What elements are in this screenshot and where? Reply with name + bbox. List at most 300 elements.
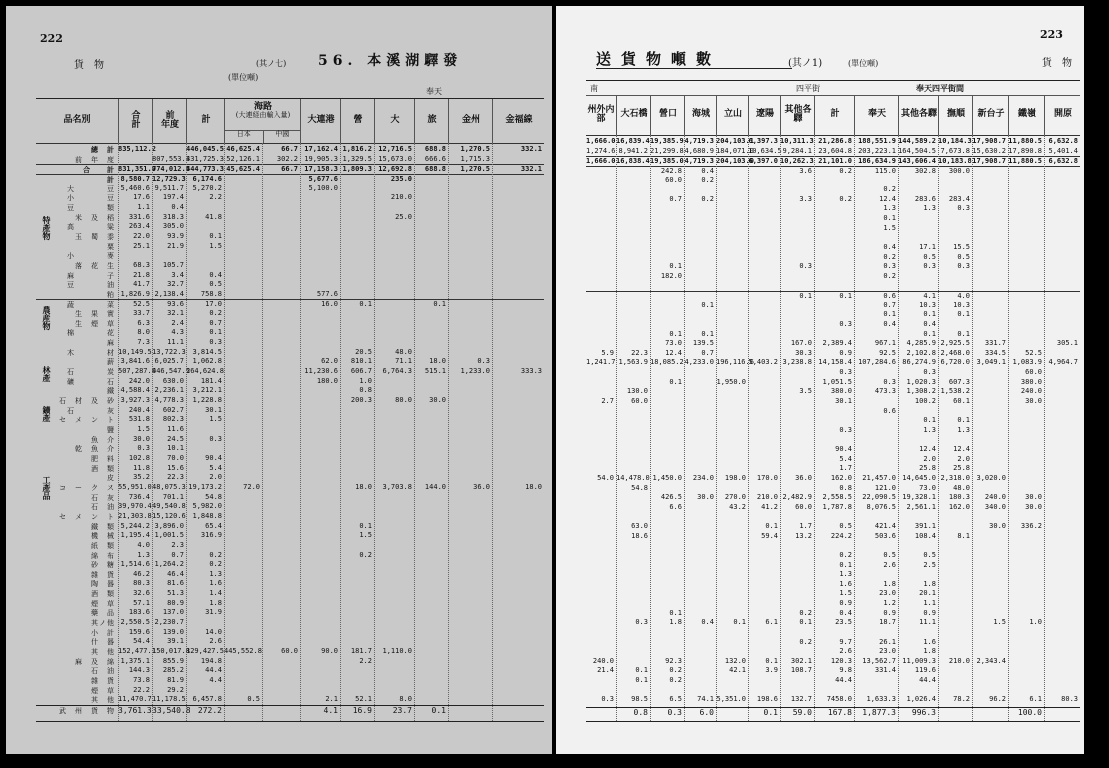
table-cell: 164,504.5 [898, 146, 936, 155]
table-cell: 2,236.1 [154, 386, 184, 395]
left-table-footer: 武 州 貨 物 3,761.3 33,540.8 272.2 4.1 16.9 23.7 0.1 [36, 705, 544, 719]
table-row [36, 570, 544, 580]
table-row [586, 599, 1080, 609]
table-row [586, 484, 1080, 494]
table-cell: 2.7 [601, 396, 614, 405]
table-cell: 0.1 [957, 329, 970, 338]
table-cell: 11.1 [919, 618, 936, 627]
row-label: セ メ ン ト [59, 416, 115, 425]
page-number-right: 223 [1040, 28, 1063, 41]
table-cell: 4.0 [957, 292, 970, 301]
table-cell: 1,816.2 [342, 145, 372, 153]
table-cell: 92.5 [879, 348, 896, 357]
table-cell: 3.9 [765, 666, 778, 675]
table-cell: 23.7 [392, 706, 412, 715]
table-cell: 0.1 [923, 416, 936, 425]
table-cell: 33.7 [133, 309, 150, 318]
table-cell: 305.1 [1056, 339, 1078, 348]
table-cell: 4,233.0 [684, 358, 714, 367]
table-cell: 967.1 [874, 339, 896, 348]
col-head-jinfu: 金福線 [492, 99, 545, 143]
table-cell: 0.3 [839, 368, 852, 377]
table-cell: 12.4 [919, 445, 936, 454]
table-cell: 6.3 [137, 318, 150, 327]
table-cell: 2.0 [209, 473, 222, 482]
table-cell: 1,270.5 [460, 145, 490, 153]
table-cell: 132.7 [790, 695, 812, 704]
table-cell: 162.0 [830, 473, 852, 482]
left-table [36, 98, 544, 722]
col-head-sea-route: 海路 (大連経由輸入量) 日本 中國 [224, 99, 301, 143]
table-cell: 7.3 [137, 338, 150, 347]
table-cell: 4,719.3 [684, 137, 714, 145]
table-cell: 0.5 [247, 695, 260, 704]
right-region-bar [586, 81, 1080, 96]
table-cell: 5,351.0 [716, 695, 746, 704]
table-cell: 1.5 [137, 425, 150, 433]
table-cell: 44.4 [205, 666, 222, 675]
table-row [586, 253, 1080, 263]
table-cell: 52.5 [133, 300, 150, 309]
row-label: 酒 類 [91, 464, 115, 473]
table-cell: 11,470.7 [118, 695, 152, 704]
table-cell: 242.0 [128, 376, 150, 385]
table-cell: 0.2 [209, 309, 222, 318]
table-cell: 0.3 [957, 262, 970, 271]
table-title [318, 50, 462, 70]
table-cell: 21,299.8 [650, 146, 684, 155]
table-cell: 3,020.0 [976, 473, 1006, 482]
table-cell: 331.4 [874, 666, 896, 675]
table-cell: 242.8 [660, 166, 682, 175]
table-cell: 17.1 [919, 242, 936, 251]
table-cell: 74.1 [697, 695, 714, 704]
table-row [586, 676, 1080, 686]
table-cell: 170.0 [756, 473, 778, 482]
table-cell: 59.4 [761, 531, 778, 540]
table-cell: 42.1 [729, 666, 746, 675]
table-cell: 1,195.4 [120, 531, 150, 540]
column-rule [854, 135, 855, 721]
column-rule [898, 135, 899, 721]
table-row [36, 386, 544, 396]
table-cell: 302.8 [914, 166, 936, 175]
table-row [586, 185, 1080, 195]
table-cell: 0.7 [669, 194, 682, 203]
table-row [586, 435, 1080, 445]
table-row [36, 232, 544, 242]
table-cell: 32.6 [133, 589, 150, 598]
table-cell: 10,184.3 [938, 137, 972, 145]
table-cell: 1.3 [839, 570, 852, 579]
table-cell: 1,848.8 [192, 511, 222, 520]
table-cell: 3,212.1 [192, 386, 222, 395]
column-rule [748, 135, 749, 721]
table-row [36, 483, 544, 493]
row-label: 高 粱 [67, 223, 115, 232]
table-cell: 12,716.5 [378, 145, 412, 153]
table-cell: 21.9 [167, 241, 184, 250]
row-label: 什 器 [91, 638, 115, 647]
row-label: 煙 草 [91, 599, 115, 608]
table-cell: 0.1 [733, 618, 746, 627]
table-cell: 1.5 [883, 223, 896, 232]
table-cell: 2.2 [359, 656, 372, 665]
table-cell: 2,389.4 [822, 339, 852, 348]
table-cell: 1,233.0 [460, 367, 490, 376]
table-cell: 80.0 [395, 396, 412, 405]
table-cell: 1.6 [923, 637, 936, 646]
table-cell: 48.0 [395, 347, 412, 356]
table-cell: 18.0 [429, 357, 446, 366]
row-label: 藥 品 [91, 609, 115, 618]
table-cell: 1.8 [923, 647, 936, 656]
table-cell: 9,511.7 [154, 183, 184, 192]
table-cell: 16,838.4 [616, 157, 650, 166]
table-row [586, 243, 1080, 253]
table-cell: 1,274.6 [586, 146, 616, 155]
table-row [586, 503, 1080, 513]
column-rule [492, 143, 493, 721]
table-row [586, 609, 1080, 619]
table-cell: 1.5 [209, 415, 222, 424]
table-cell: 1.6 [209, 579, 222, 588]
column-rule [300, 143, 301, 721]
table-cell: 107,284.6 [858, 358, 896, 367]
table-cell: 1.0 [1029, 618, 1042, 627]
table-cell: 54.4 [133, 637, 150, 646]
table-cell: 162.0 [948, 502, 970, 511]
column-rule [1008, 135, 1009, 721]
table-cell: 270.0 [724, 493, 746, 502]
table-row [36, 531, 544, 541]
table-cell: 19,328.1 [902, 493, 936, 502]
table-row [36, 444, 544, 454]
table-cell: 25.8 [919, 464, 936, 473]
table-cell: 426.5 [660, 493, 682, 502]
table-cell: 316.9 [200, 531, 222, 540]
table-cell: 18.0 [355, 482, 372, 491]
table-cell: 4,719.3 [684, 157, 714, 166]
table-row [36, 261, 544, 271]
table-cell: 10.1 [167, 444, 184, 453]
col-head-dalian: 大連港 [300, 99, 341, 143]
table-cell: 1.0 [359, 376, 372, 385]
table-cell: 0.2 [209, 560, 222, 569]
table-cell: 167.8 [827, 708, 852, 717]
table-row [36, 290, 544, 300]
table-cell: 8,580.7 [120, 174, 150, 183]
table-cell: 0.1 [433, 300, 446, 309]
table-row [586, 512, 1080, 522]
table-row [36, 676, 544, 686]
table-cell: 57.1 [133, 598, 150, 607]
table-cell: 71.1 [395, 357, 412, 366]
table-row [36, 222, 544, 232]
table-cell: 21,101.0 [818, 157, 852, 166]
table-row [36, 396, 544, 406]
table-cell: 0.7 [701, 348, 714, 357]
table-cell: 4.3 [171, 328, 184, 337]
table-row [36, 579, 544, 589]
column-rule [684, 135, 685, 721]
table-cell: 4,285.9 [906, 339, 936, 348]
table-cell: 11.8 [133, 463, 150, 472]
table-cell: 2,925.5 [940, 339, 970, 348]
row-label: 大 豆 [67, 184, 115, 193]
table-row [586, 176, 1080, 186]
table-cell: 9,284.1 [782, 146, 812, 155]
title-underline [596, 68, 792, 69]
table-cell: 831,351.0 [118, 165, 156, 174]
table-cell: 4.4 [209, 676, 222, 685]
table-cell: 240.4 [128, 405, 150, 414]
table-row [36, 473, 544, 483]
table-cell: 0.1 [957, 416, 970, 425]
table-cell: 26.1 [879, 637, 896, 646]
table-cell: 1.3 [923, 425, 936, 434]
row-label: 礦 石 [67, 377, 115, 386]
table-cell: 2,318.0 [940, 473, 970, 482]
table-cell: 3,238.8 [782, 358, 812, 367]
table-cell: 54.0 [597, 473, 614, 482]
table-cell: 302.1 [790, 656, 812, 665]
table-cell: 0.3 [209, 434, 222, 443]
table-cell: 1,666.0 [586, 157, 616, 166]
row-label: 石 炭 [67, 368, 115, 377]
table-row [586, 416, 1080, 426]
table-cell: 0.8 [633, 708, 648, 717]
row-label: 乾 魚 介 [75, 445, 115, 454]
column-rule [262, 143, 263, 721]
table-cell: 73.0 [919, 483, 936, 492]
table-cell: 331.7 [984, 339, 1006, 348]
table-cell: 186,634.9 [858, 157, 896, 166]
table-cell: 80.9 [167, 598, 184, 607]
table-cell: 0.1 [765, 656, 778, 665]
col-head-china: 中國 [275, 130, 290, 138]
table-row [36, 242, 544, 252]
table-cell: 144.0 [424, 482, 446, 491]
table-cell: 5,270.2 [192, 183, 222, 192]
table-row [586, 301, 1080, 311]
table-cell: 0.3 [839, 319, 852, 328]
table-cell: 73.0 [665, 339, 682, 348]
table-cell: 0.1 [359, 521, 372, 530]
table-cell: 90.4 [205, 453, 222, 462]
table-cell: 577.6 [316, 289, 338, 298]
table-cell: 139.0 [162, 627, 184, 636]
table-row [586, 224, 1080, 234]
table-cell: 29.2 [167, 685, 184, 694]
table-row [586, 407, 1080, 417]
table-row [586, 570, 1080, 580]
table-cell: 0.1 [635, 676, 648, 685]
table-row [36, 666, 544, 676]
table-row [36, 589, 544, 599]
row-label: 其 他 [91, 648, 115, 657]
table-cell: 0.3 [957, 204, 970, 213]
table-cell: 30.0 [697, 493, 714, 502]
table-row [36, 328, 544, 338]
table-row [586, 522, 1080, 532]
table-cell: 5,401.4 [1048, 146, 1078, 155]
table-row [36, 348, 544, 358]
table-row [586, 686, 1080, 696]
table-cell: 39,970.4 [118, 502, 152, 511]
table-row [36, 155, 544, 165]
table-cell: 0.9 [839, 599, 852, 608]
running-head-right: 貨 物 [1042, 58, 1072, 69]
row-label: 落 花 生 [75, 261, 115, 270]
table-cell: 6,397.0 [748, 157, 778, 166]
table-cell: 0.3 [137, 444, 150, 453]
table-cell: 198.6 [756, 695, 778, 704]
table-cell: 263.4 [128, 222, 150, 231]
table-cell: 52.5 [1025, 348, 1042, 357]
table-cell: 0.1 [763, 708, 778, 717]
table-cell: 0.8 [839, 483, 852, 492]
table-cell: 66.7 [281, 145, 298, 153]
table-row [586, 580, 1080, 590]
col-head-subtotal: 計 [186, 99, 225, 143]
table-cell: 1,666.0 [586, 137, 616, 145]
table-cell: 204,103.0 [716, 157, 754, 166]
table-cell: 0.5 [209, 280, 222, 289]
table-cell: 12.4 [879, 194, 896, 203]
table-cell: 100.2 [914, 396, 936, 405]
table-cell: 1.5 [839, 589, 852, 598]
table-cell: 0.3 [923, 368, 936, 377]
right-table-body [586, 137, 1080, 705]
table-cell: 10.3 [919, 300, 936, 309]
table-cell: 0.7 [171, 550, 184, 559]
table-cell: 41.2 [761, 502, 778, 511]
table-cell: 86,274.9 [902, 358, 936, 367]
table-cell: 515.1 [424, 367, 446, 376]
table-cell: 4.0 [137, 540, 150, 549]
table-cell: 143,606.4 [898, 157, 936, 166]
table-cell: 11,230.6 [304, 367, 338, 376]
table-cell: 2.4 [171, 318, 184, 327]
column-rule [374, 143, 375, 721]
table-cell: 18.6 [631, 531, 648, 540]
table-cell: 0.1 [669, 262, 682, 271]
table-cell: 182.0 [660, 271, 682, 280]
table-cell: 60.0 [281, 647, 298, 656]
table-cell: 70.0 [167, 453, 184, 462]
table-row [36, 502, 544, 512]
table-cell: 446,547.5 [152, 367, 190, 376]
table-cell: 3,049.1 [976, 358, 1006, 367]
table-cell: 283.6 [914, 194, 936, 203]
table-cell: 0.3 [477, 357, 490, 366]
table-cell: 90.0 [321, 647, 338, 656]
table-cell: 630.0 [162, 376, 184, 385]
column-rule [938, 135, 939, 721]
col-head-da: 大 [374, 99, 415, 143]
group-label-forest: 林產 [42, 366, 52, 382]
table-row [36, 551, 544, 561]
table-cell: 73.8 [133, 676, 150, 685]
table-cell: 2,230.7 [154, 618, 184, 627]
row-label: 其ノ他 [91, 619, 115, 628]
table-cell: 15.5 [953, 242, 970, 251]
table-cell: 30.1 [205, 405, 222, 414]
table-cell: 340.0 [984, 502, 1006, 511]
table-cell: 194.8 [200, 656, 222, 665]
table-cell: 1,787.8 [822, 502, 852, 511]
table-cell: 8.1 [957, 531, 970, 540]
table-cell: 6.6 [669, 502, 682, 511]
column-rule [118, 143, 119, 721]
table-cell: 0.1 [209, 328, 222, 337]
table-cell: 431,725.3 [186, 154, 224, 163]
table-cell: 0.4 [209, 270, 222, 279]
row-label: 鐵 [107, 387, 115, 396]
row-label: 鹽 [107, 426, 115, 434]
table-cell: 25.0 [395, 212, 412, 221]
table-cell: 0.1 [923, 329, 936, 338]
column-rule [716, 135, 717, 721]
row-label: 玉 蜀 黍 [75, 232, 115, 241]
table-cell: 18.0 [525, 482, 542, 491]
table-cell: 14,645.0 [902, 473, 936, 482]
table-cell: 0.4 [883, 242, 896, 251]
table-cell: 197.4 [162, 193, 184, 202]
group-label-mining: 鑛產 [42, 406, 52, 422]
table-cell: 1.8 [209, 598, 222, 607]
table-row [36, 338, 544, 348]
left-table-header [36, 99, 544, 144]
table-cell: 333.3 [520, 367, 542, 376]
table-cell: 1.5 [209, 241, 222, 250]
table-cell: 33,540.8 [152, 706, 191, 715]
table-cell: 224.2 [830, 531, 852, 540]
row-label: 蔬 菜 [67, 301, 115, 310]
table-cell: 39.1 [167, 637, 184, 646]
table-cell: 119.6 [914, 666, 936, 675]
table-cell: 80.3 [133, 579, 150, 588]
table-cell: 2.0 [957, 454, 970, 463]
table-cell: 23.5 [835, 618, 852, 627]
table-cell: 16.0 [321, 300, 338, 309]
table-cell: 22.2 [133, 685, 150, 694]
column-rule [616, 135, 617, 721]
table-cell: 332.1 [520, 145, 542, 153]
table-cell: 203,223.1 [858, 146, 896, 155]
table-cell: 507,287.0 [118, 367, 156, 376]
table-cell: 1,877.3 [862, 708, 896, 717]
table-cell: 30.0 [1025, 493, 1042, 502]
table-cell: 0.5 [923, 252, 936, 261]
table-cell: 0.2 [701, 175, 714, 184]
table-cell: 0.2 [883, 185, 896, 194]
table-cell: 0.1 [359, 300, 372, 309]
table-cell: 30.0 [1025, 396, 1042, 405]
table-row [586, 262, 1080, 272]
table-row [36, 647, 544, 657]
table-cell: 49,540.8 [152, 502, 186, 511]
table-row [586, 695, 1080, 705]
row-label: 鐵 類 [91, 522, 115, 531]
row-label: 魚 介 [91, 435, 115, 444]
table-cell: 13.2 [795, 531, 812, 540]
table-cell: 1,563.9 [618, 358, 648, 367]
table-row [36, 213, 544, 223]
table-cell: 10,183.8 [938, 157, 972, 166]
table-cell: 0.1 [701, 329, 714, 338]
